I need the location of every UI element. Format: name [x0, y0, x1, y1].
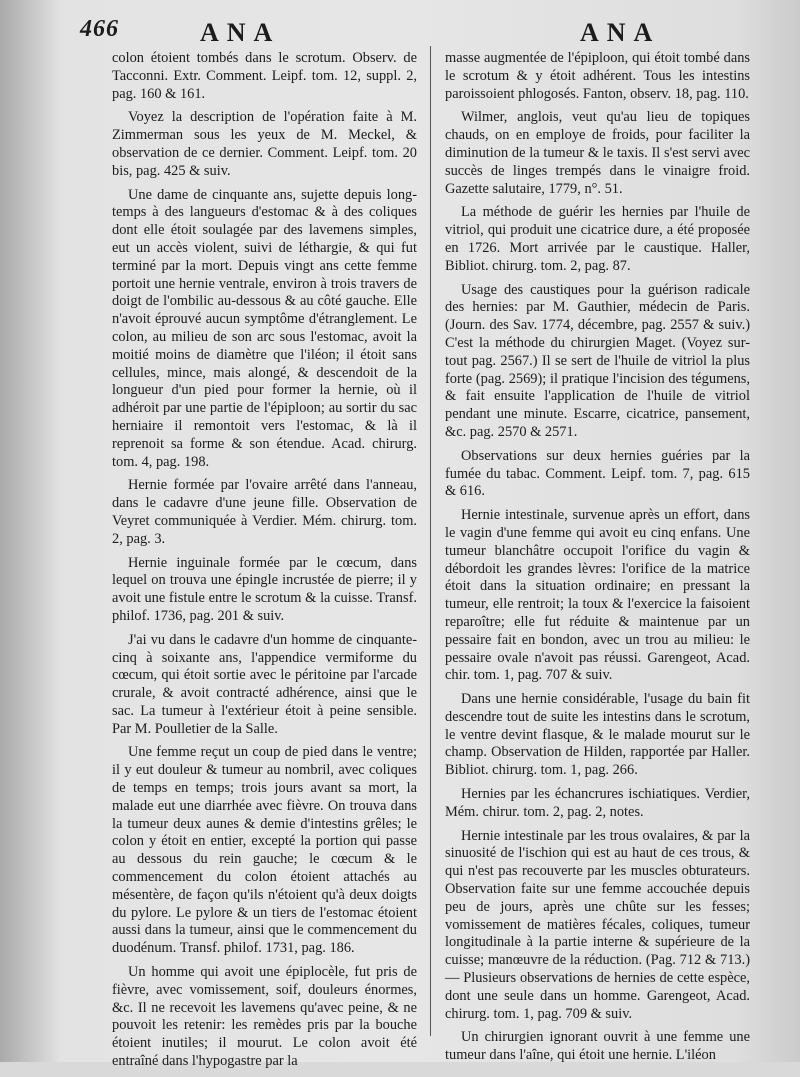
page-number: 466	[80, 16, 119, 42]
page-header	[80, 14, 780, 46]
left-column	[112, 50, 417, 1077]
paragraph: Wilmer, anglois, veut qu'au lieu de topiques chauds, on en employe de froids, pour faciliter la diminution de la tumeur & le taxis. Il s'est servi avec succès de linges trempés dans le vinaigre froid. Gazette salutaire, 1779, n°. 51.	[445, 109, 750, 197]
column-divider	[430, 46, 431, 1036]
right-column	[445, 50, 750, 1071]
paragraph: Usage des caustiques pour la guérison radicale des hernies: par M. Gauthier, médecin de Paris. (Journ. des Sav. 1774, décembre, pag. 2557 & suiv.) C'est la méthode du chirurgien Maget. (Voyez sur-tout pag. 2567.) Il se sert de l'huile de vitriol la plus forte (pag. 2569); il pratique l'incision des tégumens, & fait ensuite l'application de l'huile de vitriol pendant une minute. Escarre, cicatrice, pansement, &c. pag. 2570 & 2571.	[445, 281, 750, 440]
paragraph: Un homme qui avoit une épiplocèle, fut pris de fièvre, avec vomissement, soif, douleurs énormes, &c. Il ne recevoit les lavemens qu'avec peine, & ne pouvoit les retenir: les remèdes pris par la bouche étoient inutiles; il mourut. Le colon avoit été entraîné dans l'hypogastre par la	[112, 964, 417, 1070]
paragraph: Dans une hernie considérable, l'usage du bain fit descendre tout de suite les intestins dans le scrotum, le ventre devint flasque, & le malade mourut sur le champ. Observation de Hilden, rapportée par Haller. Bibliot. chirurg. tom. 1, pag. 266.	[445, 691, 750, 779]
paragraph: Une femme reçut un coup de pied dans le ventre; il y eut douleur & tumeur au nombril, avec coliques de temps en temps; trois jours avant sa mort, la malade eut une diarrhée avec fièvre. On trouva dans la tumeur deux aunes & demie d'intestins grêles; le colon y étoit en entier, excepté la portion qui passe au dessous du rein gauche; le cœcum & le commencement du colon étoient attachés au mésentère, de façon qu'ils n'étoient qu'à deux doigts du pylore. Le pylore & un tiers de l'estomac étoient aussi dans la tumeur, ainsi que le commencement du duodénum. Transf. philof. 1731, pag. 186.	[112, 744, 417, 957]
running-head-left: ANA	[200, 18, 281, 47]
paragraph: masse augmentée de l'épiploon, qui étoit tombé dans le scrotum & y étoit adhérent. Tous les intestins paroissoient phlogosés. Fanton, observ. 18, pag. 110.	[445, 50, 750, 102]
paragraph: Voyez la description de l'opération faite à M. Zimmerman sous les yeux de M. Meckel, & observation de ce dernier. Comment. Leipf. tom. 20 bis, pag. 425 & suiv.	[112, 109, 417, 179]
paragraph: Une dame de cinquante ans, sujette depuis long-temps à des langueurs d'estomac & à des coliques dont elle étoit soulagée par des lavemens simples, eut un accès violent, suivi de léthargie, & qui fut terminé par la mort. Depuis vingt ans cette femme portoit une hernie ventrale, environ à trois travers de doigt de l'ombilic au-dessous & au côté gauche. Elle n'avoit éprouvé aucun symptôme d'étranglement. Le colon, au milieu de son arc sous l'estomac, avoit la moitié moins de diamètre que l'iléon; il étoit sans cellules, mince, mais alongé, & descendoit de la longueur d'un pied pour former la hernie, où il adhéroit par une partie de l'épiploon; au sortir du sac herniaire il remontoit vers l'estomac, & là il reprenoit sa forme & son étendue. Acad. chirurg. tom. 4, pag. 198.	[112, 186, 417, 470]
paragraph: colon étoient tombés dans le scrotum. Observ. de Tacconni. Extr. Comment. Leipf. tom. 12, suppl. 2, pag. 160 & 161.	[112, 50, 417, 102]
paragraph: Observations sur deux hernies guéries par la fumée du tabac. Comment. Leipf. tom. 7, pag. 615 & 616.	[445, 447, 750, 500]
paragraph: Un chirurgien ignorant ouvrit à une femme une tumeur dans l'aîne, qui étoit une hernie. L'iléon	[445, 1029, 750, 1064]
paragraph: J'ai vu dans le cadavre d'un homme de cinquante-cinq à soixante ans, l'appendice vermiforme du cœcum, qui étoit sortie avec le péritoine par l'arcade crurale, & avoit contracté adhérence, ainsi que le sac. La tumeur à l'extérieur étoit à peine sensible. Par M. Poulletier de la Salle.	[112, 631, 417, 737]
paragraph: Hernie inguinale formée par le cœcum, dans lequel on trouva une épingle incrustée de pierre; il y avoit une fistule entre le scrotum & la cuisse. Transf. philof. 1736, pag. 201 & suiv.	[112, 554, 417, 624]
paragraph: Hernie intestinale par les trous ovalaires, & par la sinuosité de l'ischion qui est au haut de ces trous, & qui n'est pas recouverte par les muscles obturateurs. Observation faite sur une femme accouchée depuis peu de jours, après une chûte sur les fesses; vomissement de matières fécales, coliques, tumeur longitudinale à la partie interne & supérieure de la cuisse; manœuvre de la réduction. (Pag. 712 & 713.) — Plusieurs observations de hernies de cette espèce, dont une seule dans un homme. Garengeot, Acad. chirurg. tom. 1, pag. 709 & suiv.	[445, 827, 750, 1022]
paragraph: La méthode de guérir les hernies par l'huile de vitriol, qui produit une cicatrice dure, a été proposée en 1726. Mort arrivée par le caustique. Haller, Bibliot. chirurg. tom. 2, pag. 87.	[445, 204, 750, 274]
paragraph: Hernies par les échancrures ischiatiques. Verdier, Mém. chirur. tom. 2, pag. 2, notes.	[445, 786, 750, 820]
paragraph: Hernie intestinale, survenue après un effort, dans le vagin d'une femme qui avoit eu cinq enfans. Une tumeur blanchâtre occupoit l'orifice du vagin & débordoit les grandes lèvres: l'orifice de la matrice étoit dans la situation ordinaire; en pressant la tumeur, elle rentroit; la toux & l'exercice la faisoient reparoître; elle fut réduite & maintenue par un pessaire fait en bondon, avec un trou au milieu: le pessaire ovale n'avoit pas réussi. Garengeot, Acad. chir. tom. 1, pag. 707 & suiv.	[445, 507, 750, 684]
binding-shadow	[0, 0, 60, 1062]
running-head-right: ANA	[580, 18, 661, 47]
paragraph: Hernie formée par l'ovaire arrêté dans l'anneau, dans le cadavre d'une jeune fille. Observation de Veyret communiquée à Verdier. Mém. chirurg. tom. 2, pag. 3.	[112, 477, 417, 547]
